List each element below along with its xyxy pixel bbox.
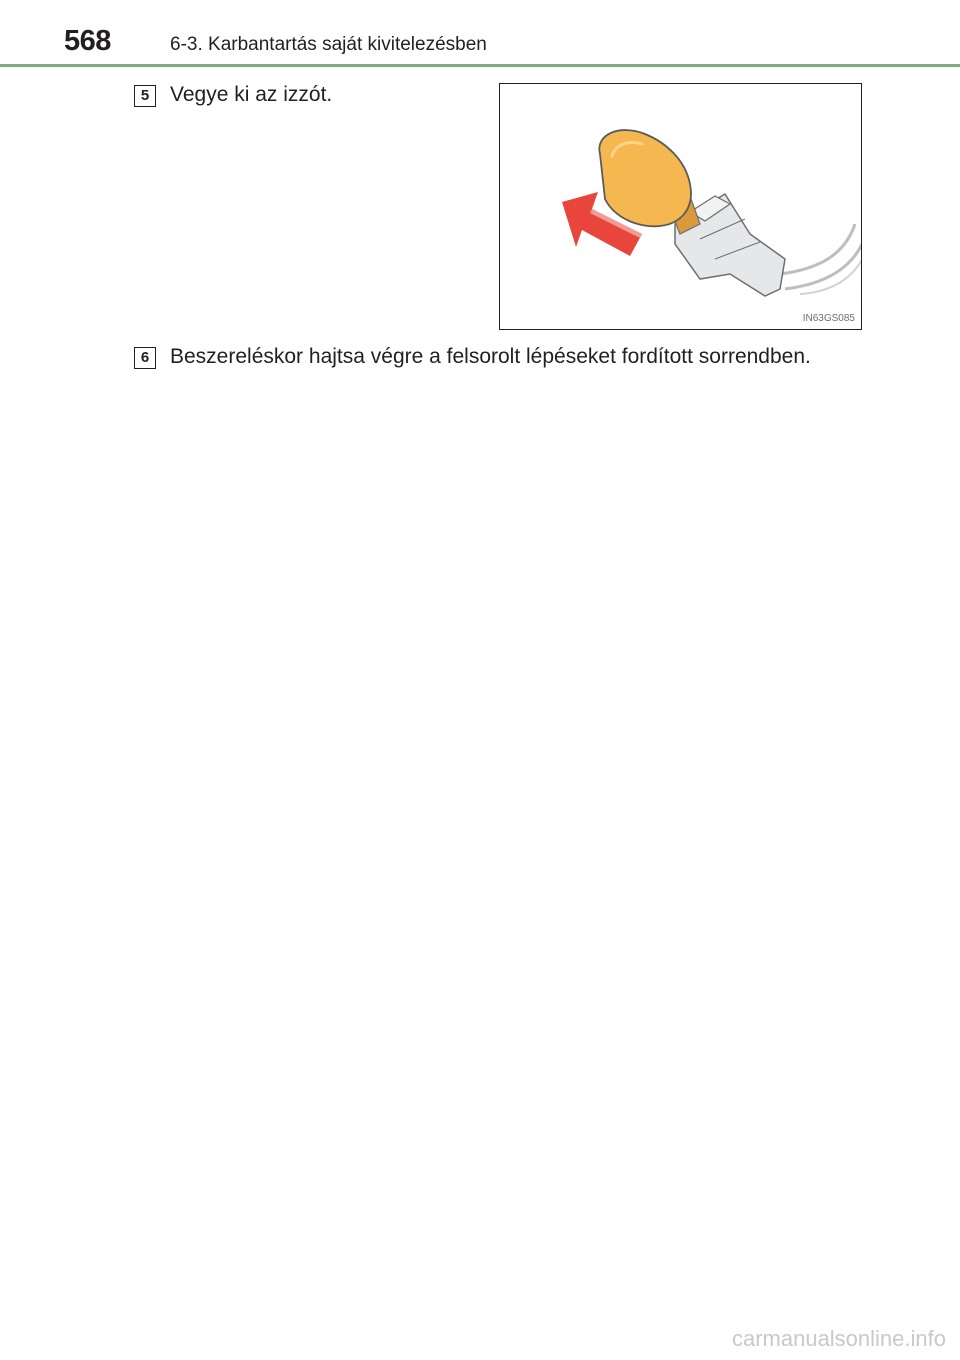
figure-code: IN63GS085 [802,313,855,324]
section-title: 6-3. Karbantartás saját kivitelezésben [170,34,487,55]
bulb-icon [599,130,691,226]
step-number-6: 6 [134,347,156,369]
page-header [0,0,960,68]
page-number: 568 [64,25,111,57]
footer-watermark: carmanualsonline.info [731,1326,946,1351]
step-text-6: Beszereléskor hajtsa végre a felsorolt lépéseket fordított sorrendben. [170,345,811,368]
bulb-removal-illustration [500,84,862,330]
step-number-5: 5 [134,85,156,107]
step-text-5: Vegye ki az izzót. [170,83,333,106]
bulb-removal-figure [499,83,862,330]
header-rule [0,64,960,67]
